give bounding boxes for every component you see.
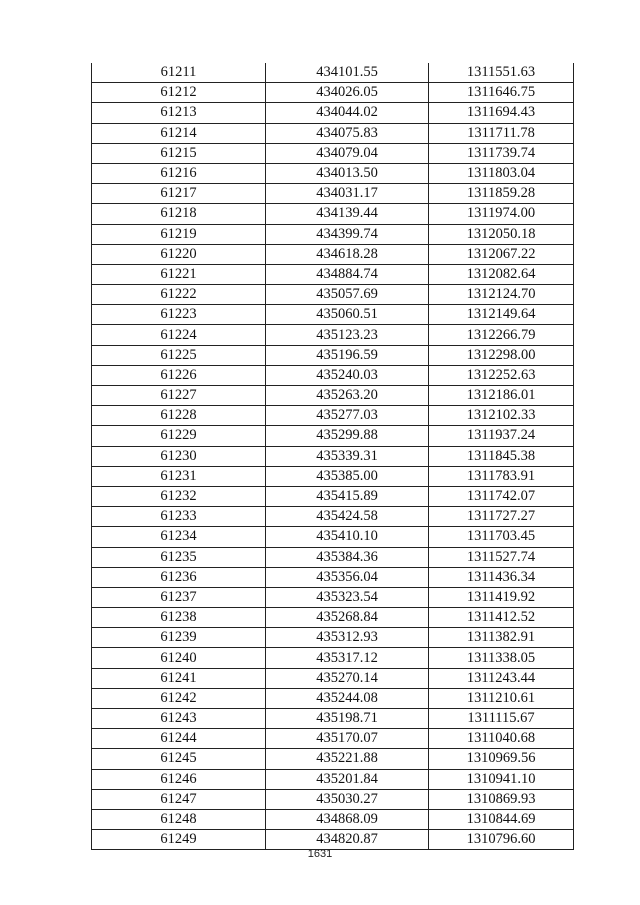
point-id-cell: 61246 [92,769,266,789]
point-id-cell: 61241 [92,668,266,688]
point-id-cell: 61247 [92,789,266,809]
table-row [92,830,574,850]
x-coordinate-cell: 435057.69 [266,285,429,305]
table-row [92,749,574,769]
point-id-cell: 61230 [92,446,266,466]
x-coordinate-cell: 434884.74 [266,264,429,284]
y-coordinate-cell: 1310941.10 [429,769,574,789]
table-row [92,709,574,729]
x-coordinate-cell: 435170.07 [266,729,429,749]
x-coordinate-cell: 435030.27 [266,789,429,809]
table-row [92,184,574,204]
x-coordinate-cell: 434101.55 [266,63,429,83]
point-id-cell: 61243 [92,709,266,729]
x-coordinate-cell: 435410.10 [266,527,429,547]
x-coordinate-cell: 435356.04 [266,567,429,587]
x-coordinate-cell: 435384.36 [266,547,429,567]
y-coordinate-cell: 1310869.93 [429,789,574,809]
point-id-cell: 61249 [92,830,266,850]
x-coordinate-cell: 435385.00 [266,466,429,486]
point-id-cell: 61233 [92,507,266,527]
y-coordinate-cell: 1312298.00 [429,345,574,365]
x-coordinate-cell: 435323.54 [266,587,429,607]
point-id-cell: 61211 [92,63,266,83]
table-row [92,486,574,506]
y-coordinate-cell: 1311859.28 [429,184,574,204]
table-row [92,628,574,648]
table-row [92,244,574,264]
y-coordinate-cell: 1310969.56 [429,749,574,769]
y-coordinate-cell: 1312149.64 [429,305,574,325]
y-coordinate-cell: 1311711.78 [429,123,574,143]
y-coordinate-cell: 1311527.74 [429,547,574,567]
table-row [92,688,574,708]
y-coordinate-cell: 1311703.45 [429,527,574,547]
x-coordinate-cell: 435268.84 [266,608,429,628]
y-coordinate-cell: 1311694.43 [429,103,574,123]
point-id-cell: 61234 [92,527,266,547]
x-coordinate-cell: 434139.44 [266,204,429,224]
y-coordinate-cell: 1312186.01 [429,386,574,406]
y-coordinate-cell: 1311436.34 [429,567,574,587]
page-number: 1631 [307,848,333,860]
table-row [92,123,574,143]
point-id-cell: 61220 [92,244,266,264]
y-coordinate-cell: 1311937.24 [429,426,574,446]
table-row [92,527,574,547]
table-row [92,547,574,567]
x-coordinate-cell: 435240.03 [266,365,429,385]
table-row [92,769,574,789]
table-row [92,365,574,385]
table-row [92,729,574,749]
point-id-cell: 61245 [92,749,266,769]
point-id-cell: 61231 [92,466,266,486]
table-row [92,406,574,426]
y-coordinate-cell: 1310796.60 [429,830,574,850]
y-coordinate-cell: 1312082.64 [429,264,574,284]
point-id-cell: 61216 [92,163,266,183]
point-id-cell: 61215 [92,143,266,163]
x-coordinate-cell: 434031.17 [266,184,429,204]
table-row [92,345,574,365]
point-id-cell: 61232 [92,486,266,506]
table-row [92,446,574,466]
coordinates-table [91,63,574,850]
point-id-cell: 61223 [92,305,266,325]
point-id-cell: 61238 [92,608,266,628]
x-coordinate-cell: 435196.59 [266,345,429,365]
x-coordinate-cell: 435277.03 [266,406,429,426]
x-coordinate-cell: 434399.74 [266,224,429,244]
y-coordinate-cell: 1311382.91 [429,628,574,648]
x-coordinate-cell: 435198.71 [266,709,429,729]
point-id-cell: 61228 [92,406,266,426]
table-row [92,325,574,345]
x-coordinate-cell: 435317.12 [266,648,429,668]
y-coordinate-cell: 1312050.18 [429,224,574,244]
point-id-cell: 61229 [92,426,266,446]
point-id-cell: 61212 [92,83,266,103]
table-row [92,163,574,183]
x-coordinate-cell: 435424.58 [266,507,429,527]
x-coordinate-cell: 434044.02 [266,103,429,123]
point-id-cell: 61227 [92,386,266,406]
table-row [92,587,574,607]
x-coordinate-cell: 435221.88 [266,749,429,769]
x-coordinate-cell: 435270.14 [266,668,429,688]
table-row [92,789,574,809]
table-row [92,567,574,587]
point-id-cell: 61226 [92,365,266,385]
x-coordinate-cell: 434026.05 [266,83,429,103]
point-id-cell: 61236 [92,567,266,587]
y-coordinate-cell: 1311845.38 [429,446,574,466]
point-id-cell: 61217 [92,184,266,204]
point-id-cell: 61213 [92,103,266,123]
y-coordinate-cell: 1311419.92 [429,587,574,607]
table-row [92,83,574,103]
x-coordinate-cell: 434079.04 [266,143,429,163]
x-coordinate-cell: 435060.51 [266,305,429,325]
point-id-cell: 61235 [92,547,266,567]
x-coordinate-cell: 435123.23 [266,325,429,345]
x-coordinate-cell: 434868.09 [266,809,429,829]
y-coordinate-cell: 1311040.68 [429,729,574,749]
point-id-cell: 61219 [92,224,266,244]
y-coordinate-cell: 1312124.70 [429,285,574,305]
point-id-cell: 61221 [92,264,266,284]
x-coordinate-cell: 435244.08 [266,688,429,708]
y-coordinate-cell: 1312067.22 [429,244,574,264]
y-coordinate-cell: 1311243.44 [429,668,574,688]
table-row [92,426,574,446]
table-row [92,63,574,83]
y-coordinate-cell: 1311727.27 [429,507,574,527]
table-row [92,305,574,325]
y-coordinate-cell: 1312102.33 [429,406,574,426]
y-coordinate-cell: 1312252.63 [429,365,574,385]
table-row [92,809,574,829]
y-coordinate-cell: 1311783.91 [429,466,574,486]
table-row [92,608,574,628]
x-coordinate-cell: 435263.20 [266,386,429,406]
y-coordinate-cell: 1311338.05 [429,648,574,668]
table-row [92,648,574,668]
x-coordinate-cell: 435299.88 [266,426,429,446]
point-id-cell: 61218 [92,204,266,224]
x-coordinate-cell: 434820.87 [266,830,429,850]
x-coordinate-cell: 435201.84 [266,769,429,789]
point-id-cell: 61248 [92,809,266,829]
y-coordinate-cell: 1311742.07 [429,486,574,506]
y-coordinate-cell: 1311803.04 [429,163,574,183]
y-coordinate-cell: 1311412.52 [429,608,574,628]
point-id-cell: 61214 [92,123,266,143]
point-id-cell: 61242 [92,688,266,708]
y-coordinate-cell: 1310844.69 [429,809,574,829]
table-row [92,143,574,163]
y-coordinate-cell: 1311646.75 [429,83,574,103]
table-row [92,285,574,305]
y-coordinate-cell: 1311974.00 [429,204,574,224]
y-coordinate-cell: 1311551.63 [429,63,574,83]
point-id-cell: 61237 [92,587,266,607]
table-row [92,466,574,486]
point-id-cell: 61222 [92,285,266,305]
table-row [92,507,574,527]
y-coordinate-cell: 1311210.61 [429,688,574,708]
x-coordinate-cell: 434618.28 [266,244,429,264]
table-row [92,668,574,688]
point-id-cell: 61224 [92,325,266,345]
point-id-cell: 61239 [92,628,266,648]
y-coordinate-cell: 1312266.79 [429,325,574,345]
coordinates-table-body [92,63,574,850]
table-row [92,103,574,123]
x-coordinate-cell: 434013.50 [266,163,429,183]
table-row [92,386,574,406]
table-row [92,204,574,224]
point-id-cell: 61244 [92,729,266,749]
x-coordinate-cell: 435339.31 [266,446,429,466]
x-coordinate-cell: 435312.93 [266,628,429,648]
table-row [92,264,574,284]
point-id-cell: 61240 [92,648,266,668]
y-coordinate-cell: 1311739.74 [429,143,574,163]
y-coordinate-cell: 1311115.67 [429,709,574,729]
point-id-cell: 61225 [92,345,266,365]
x-coordinate-cell: 435415.89 [266,486,429,506]
x-coordinate-cell: 434075.83 [266,123,429,143]
table-row [92,224,574,244]
